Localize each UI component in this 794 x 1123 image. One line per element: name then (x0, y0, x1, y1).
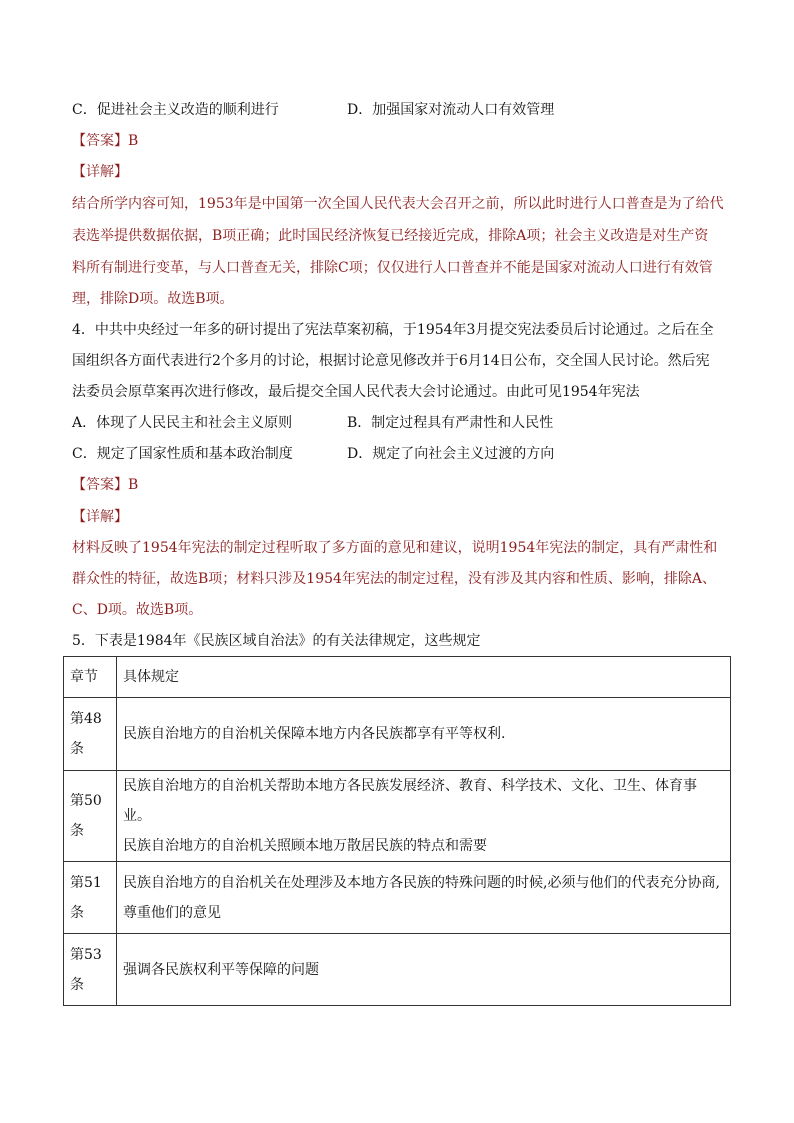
content-line: 强调各民族权利平等保障的问题 (123, 961, 319, 978)
table-section-cell (64, 771, 117, 862)
table-content-cell (117, 934, 731, 1006)
table-section-cell (64, 862, 117, 934)
table-row (64, 771, 731, 862)
table-content-cell (117, 771, 731, 862)
section-line: 第48 (70, 711, 102, 727)
section-line: 条 (70, 823, 84, 839)
section-line: 第53 (70, 946, 102, 963)
table-content-cell (117, 862, 731, 934)
q3-answer: 【答案】B (72, 133, 139, 149)
table-section-cell (64, 934, 117, 1006)
q3-detail-label: 【详解】 (72, 164, 128, 180)
content-line: 民族自治地方的自治机关帮助本地方各民族发展经济、教育、科学技术、文化、卫生、体育事业。 (123, 778, 697, 824)
q4-stem-line: 国组织各方面代表进行2个多月的讨论，根据讨论意见修改并于6月14日公布，交全国人民讨论。然后宪 (72, 353, 710, 369)
q4-detail-line: 群众性的特征，故选B项；材料只涉及1954年宪法的制定过程，没有涉及其内容和性质、影响，排除A、 (72, 571, 717, 587)
table-section-cell (64, 698, 117, 771)
q3-option-c: C．促进社会主义改造的顺利进行 (72, 102, 279, 118)
table-header-cell: 具体规定 (117, 657, 731, 698)
content-line: 民族自治地方的自治机关在处理涉及本地方各民族的特殊问题的时候,必须与他们的代表充分协商, (123, 874, 720, 891)
q3-detail-line: 料所有制进行变革，与人口普查无关，排除C项；仅仅进行人口普查并不能是国家对流动人口进行有效管 (72, 260, 713, 276)
q3-detail-line: 表选举提供数据依据，B项正确；此时国民经济恢复已经接近完成，排除A项；社会主义改造是对生产资 (72, 228, 709, 244)
q4-detail-line: 材料反映了1954年宪法的制定过程听取了多方面的意见和建议，说明1954年宪法的制定，具有严肃性和 (72, 540, 718, 556)
q3-detail-line: 结合所学内容可知，1953年是中国第一次全国人民代表大会召开之前，所以此时进行人口普查是为了给代 (72, 196, 724, 212)
content-line: 尊重他们的意见 (123, 904, 221, 921)
q3-option-d: D．加强国家对流动人口有效管理 (347, 102, 555, 118)
q4-stem-line: 法委员会原草案再次进行修改，最后提交全国人民代表大会讨论通过。由此可见1954年宪法 (72, 384, 640, 400)
table-content-cell (117, 698, 731, 771)
section-line: 条 (70, 976, 84, 993)
content-line: 民族自治地方的自治机关保障本地方内各民族都享有平等权利. (123, 726, 506, 742)
section-line: 条 (70, 904, 84, 921)
section-line: 条 (70, 741, 84, 757)
q4-option-d: D．规定了向社会主义过渡的方向 (347, 446, 555, 462)
q4-option-b: B．制定过程具有严肃性和人民性 (347, 415, 554, 431)
q4-answer: 【答案】B (72, 477, 139, 493)
law-provisions-table (63, 656, 731, 1006)
table-row (64, 934, 731, 1006)
q4-detail-line: C、D项。故选B项。 (72, 602, 203, 618)
q5-stem: 5．下表是1984年《民族区域自治法》的有关法律规定，这些规定 (72, 633, 481, 649)
table-row (64, 698, 731, 771)
q4-stem-line: 4．中共中央经过一年多的研讨提出了宪法草案初稿，于1954年3月提交宪法委员后讨论通过。之后在全 (72, 322, 714, 338)
q3-detail-line: 理，排除D项。故选B项。 (72, 291, 234, 307)
table-header-cell: 章节 (64, 657, 117, 698)
table-row (64, 862, 731, 934)
section-line: 第50 (70, 793, 102, 809)
q4-option-a: A．体现了人民民主和社会主义原则 (72, 415, 293, 431)
content-line: 民族自治地方的自治机关照顾本地万散居民族的特点和需要 (123, 838, 487, 854)
section-line: 第51 (70, 874, 102, 891)
q4-option-c: C．规定了国家性质和基本政治制度 (72, 446, 293, 462)
table-header-row (64, 657, 731, 698)
q4-detail-label: 【详解】 (72, 509, 128, 525)
